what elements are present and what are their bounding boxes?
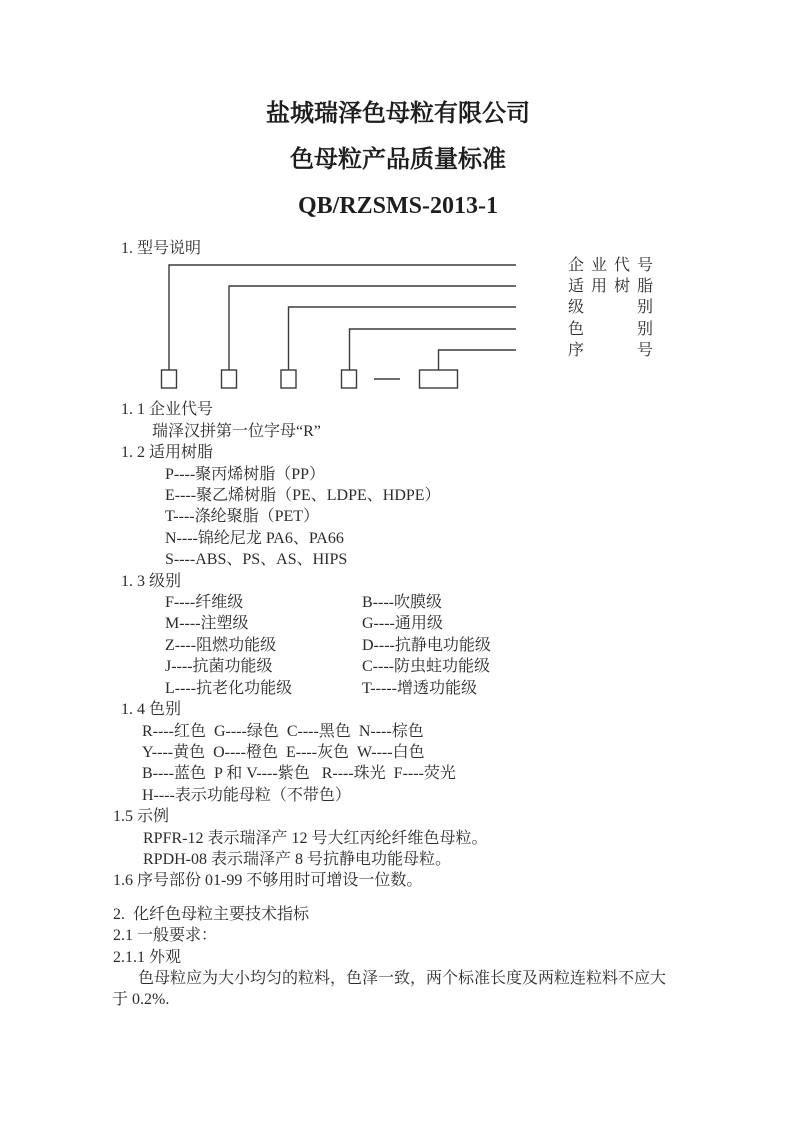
code-box-enterprise <box>162 370 177 388</box>
document-code: QB/RZSMS-2013-1 <box>297 193 498 219</box>
example-line: RPFR-12 表示瑞泽产 12 号大红丙纶纤维色母粒。 <box>143 829 488 847</box>
resin-item: P----聚丙烯树脂（PP） <box>165 465 326 483</box>
color-code-line: R----红色 G----绿色 C----黑色 N----棕色 <box>142 722 424 740</box>
section-2-1-1-heading: 2.1.1 外观 <box>113 948 182 966</box>
diagram-label-color: 色别 <box>568 321 653 339</box>
diagram-label-grade: 级别 <box>568 299 653 317</box>
section-1-3-heading: 1. 3 级别 <box>121 572 182 590</box>
grade-item: G----通用级 <box>362 615 443 633</box>
leader-line-grade <box>289 307 517 370</box>
resin-item: S----ABS、PS、AS、HIPS <box>165 551 348 569</box>
color-code-line: H----表示功能母粒（不带色） <box>142 786 351 804</box>
diagram-label-resin: 适用树脂 <box>568 278 653 296</box>
grade-item: Z----阻燃功能级 <box>165 636 277 654</box>
diagram-label-serial: 序号 <box>568 342 653 360</box>
leader-line-serial <box>439 350 517 370</box>
resin-item: T----涤纶聚脂（PET） <box>165 508 320 526</box>
code-box-resin <box>222 370 237 388</box>
section-1-heading: 1. 型号说明 <box>121 240 202 257</box>
grade-item: J----抗菌功能级 <box>165 658 273 676</box>
title-block <box>0 0 796 220</box>
appearance-paragraph-line: 色母粒应为大小均匀的粒料，色泽一致，两个标准长度及两粒连粒料不应大 <box>138 969 667 987</box>
section-1-5-heading: 1.5 示例 <box>113 808 170 826</box>
diagram-lines-and-boxes <box>0 261 796 399</box>
color-code-line: B----蓝色 P 和 V----紫色 R----珠光 F----荧光 <box>142 765 456 783</box>
example-line: RPDH-08 表示瑞泽产 8 号抗静电功能母粒。 <box>143 850 452 868</box>
grade-item: T-----增透功能级 <box>362 679 477 697</box>
model-code-diagram <box>0 257 796 399</box>
resin-item: E----聚乙烯树脂（PE、LDPE、HDPE） <box>165 487 441 505</box>
grade-item: B----吹膜级 <box>362 594 442 612</box>
diagram-label-enterprise-code: 企业代号 <box>568 257 653 275</box>
grade-item: M----注塑级 <box>165 615 249 633</box>
appearance-paragraph-line: 于 0.2%. <box>112 991 170 1009</box>
color-code-line: Y----黄色 O----橙色 E----灰色 W----白色 <box>142 743 425 761</box>
leader-line-resin <box>229 286 516 370</box>
code-box-grade <box>281 370 296 388</box>
document-title: 色母粒产品质量标准 <box>290 147 506 173</box>
leader-line-enterprise-code <box>169 265 516 370</box>
company-name: 盐城瑞泽色母粒有限公司 <box>266 101 530 127</box>
grade-item: L----抗老化功能级 <box>165 679 293 697</box>
code-box-serial <box>420 370 458 388</box>
grade-item: D----抗静电功能级 <box>362 636 491 654</box>
grade-item: C----防虫蛀功能级 <box>362 658 490 676</box>
section-1-4-heading: 1. 4 色别 <box>121 701 182 719</box>
resin-item: N----锦纶尼龙 PA6、PA66 <box>165 529 344 547</box>
grade-row <box>165 592 796 613</box>
section-2-heading: 2. 化纤色母粒主要技术指标 <box>113 905 310 923</box>
grade-item: F----纤维级 <box>165 594 244 612</box>
grade-row <box>165 635 796 656</box>
section-1-6-text: 1.6 序号部份 01-99 不够用时可增设一位数。 <box>113 872 423 890</box>
grade-row <box>165 613 796 634</box>
section-2-1-heading: 2.1 一般要求： <box>113 927 218 945</box>
section-1-1-heading: 1. 1 企业代号 <box>121 401 214 419</box>
grade-row <box>165 678 796 699</box>
enterprise-code-text: 瑞泽汉拼第一位字母“R” <box>152 422 321 440</box>
grade-row <box>165 656 796 677</box>
section-1-2-heading: 1. 2 适用树脂 <box>121 444 214 462</box>
code-box-color <box>342 370 357 388</box>
